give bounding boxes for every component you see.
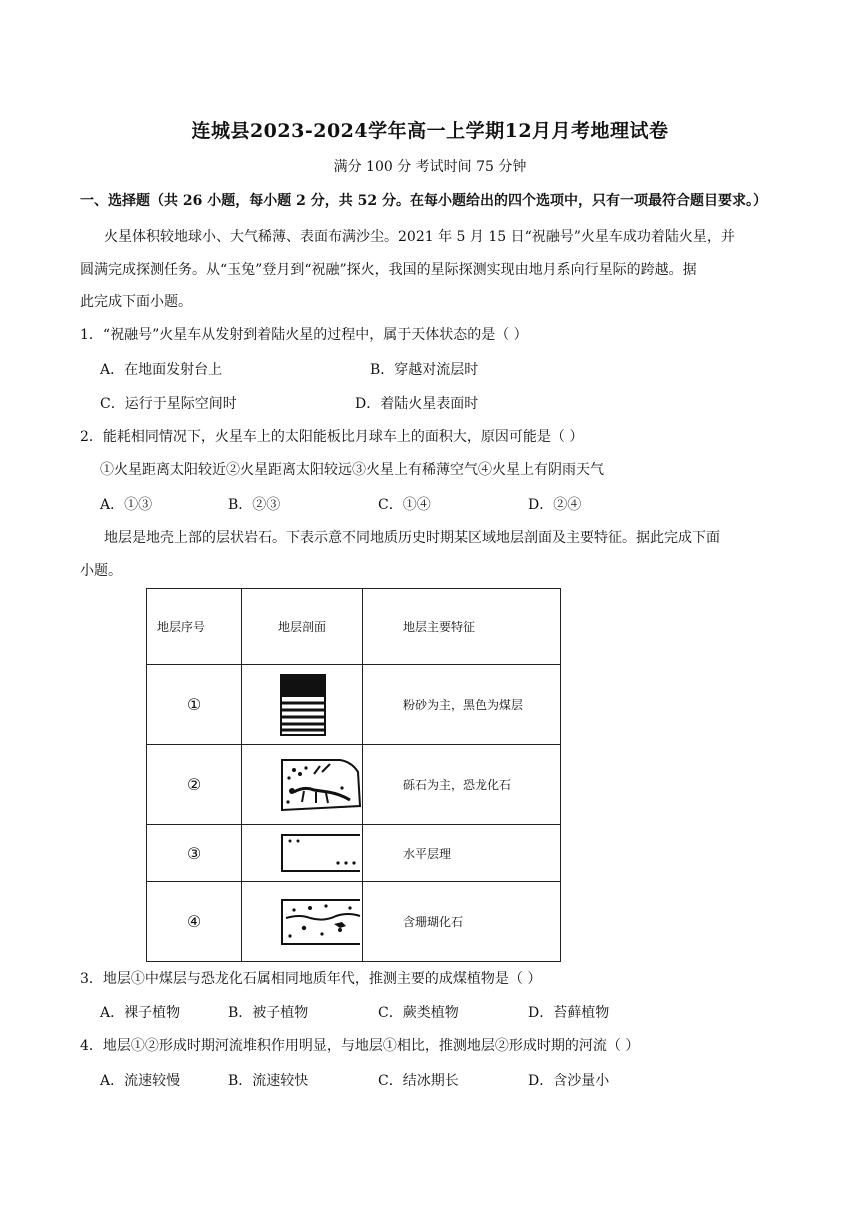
- stratum-feature: 含珊瑚化石: [363, 882, 561, 962]
- q2-option-d: D．②④: [528, 497, 582, 513]
- stratum-number: ①: [147, 665, 242, 745]
- table-header-row: [147, 589, 561, 665]
- question-2-stem: 2．能耗相同情况下，火星车上的太阳能板比月球车上的面积大，原因可能是（ ）: [80, 429, 584, 445]
- question-3-stem: 3．地层①中煤层与恐龙化石属相同地质年代，推测主要的成煤植物是（ ）: [80, 971, 542, 987]
- dinosaur-fossil-profile-image: [280, 758, 362, 812]
- coral-fossil-profile-image: [280, 896, 362, 948]
- q1-option-b: B．穿越对流层时: [370, 362, 479, 378]
- q3-option-a: A．裸子植物: [100, 1005, 181, 1021]
- passage1-line1: 火星体积较地球小、大气稀薄、表面布满沙尘。2021 年 5 月 15 日“祝融号”火星车成功着陆火星，并: [104, 229, 735, 245]
- q1-option-a: A．在地面发射台上: [100, 362, 223, 378]
- stratum-profile-cell: [242, 825, 363, 882]
- q2-statement: ①火星距离太阳较近②火星距离太阳较远③火星上有稀薄空气④火星上有阴雨天气: [100, 462, 604, 478]
- stratum-feature: 粉砂为主，黑色为煤层: [363, 665, 561, 745]
- horizontal-bedding-profile-image: [280, 833, 362, 873]
- q1-option-d: D．着陆火星表面时: [355, 396, 479, 412]
- q4-option-c: C．结冰期长: [378, 1073, 459, 1089]
- stratum-feature: 砾石为主，恐龙化石: [363, 745, 561, 825]
- coal-layer-profile-image: [280, 674, 326, 736]
- table-row: [147, 745, 561, 825]
- q3-option-b: B．被子植物: [228, 1005, 309, 1021]
- q2-option-b: B．②③: [228, 497, 281, 513]
- strata-table: [146, 588, 561, 962]
- stratum-number: ②: [147, 745, 242, 825]
- exam-subtitle: 满分 100 分 考试时间 75 分钟: [333, 159, 527, 175]
- table-row: [147, 882, 561, 962]
- question-1-stem: 1．“祝融号”火星车从发射到着陆火星的过程中，属于天体状态的是（ ）: [80, 327, 528, 343]
- table-row: [147, 665, 561, 745]
- q4-option-b: B．流速较快: [228, 1073, 309, 1089]
- question-4-stem: 4．地层①②形成时期河流堆积作用明显，与地层①相比，推测地层②形成时期的河流（ ）: [80, 1038, 640, 1054]
- stratum-number: ③: [147, 825, 242, 882]
- q3-option-c: C．蕨类植物: [378, 1005, 459, 1021]
- q2-option-a: A．①③: [100, 497, 153, 513]
- exam-title: 连城县2023-2024学年高一上学期12月月考地理试卷: [191, 120, 669, 142]
- table-row: [147, 825, 561, 882]
- q3-option-d: D．苔藓植物: [528, 1005, 610, 1021]
- stratum-profile-cell: [242, 882, 363, 962]
- passage1-line2: 圆满完成探测任务。从“玉兔”登月到“祝融”探火，我国的星际探测实现由地月系向行星际的跨越。据: [80, 262, 697, 278]
- passage2-line1: 地层是地壳上部的层状岩石。下表示意不同地质历史时期某区域地层剖面及主要特征。据此完成下面: [104, 530, 720, 546]
- header-stratum-profile: 地层剖面: [242, 589, 363, 665]
- q4-option-a: A．流速较慢: [100, 1073, 181, 1089]
- passage2-line2: 小题。: [80, 563, 122, 579]
- q4-option-d: D．含沙量小: [528, 1073, 610, 1089]
- header-stratum-number: 地层序号: [147, 589, 242, 665]
- q1-option-c: C．运行于星际空间时: [100, 396, 237, 412]
- stratum-number: ④: [147, 882, 242, 962]
- q2-option-c: C．①④: [378, 497, 431, 513]
- header-stratum-features: 地层主要特征: [363, 589, 561, 665]
- section-heading: 一、选择题（共 26 小题，每小题 2 分，共 52 分。在每小题给出的四个选项中，只有一项最符合题目要求。）: [80, 193, 767, 209]
- stratum-profile-cell: [242, 745, 363, 825]
- stratum-profile-cell: [242, 665, 363, 745]
- stratum-feature: 水平层理: [363, 825, 561, 882]
- passage1-line3: 此完成下面小题。: [80, 294, 192, 310]
